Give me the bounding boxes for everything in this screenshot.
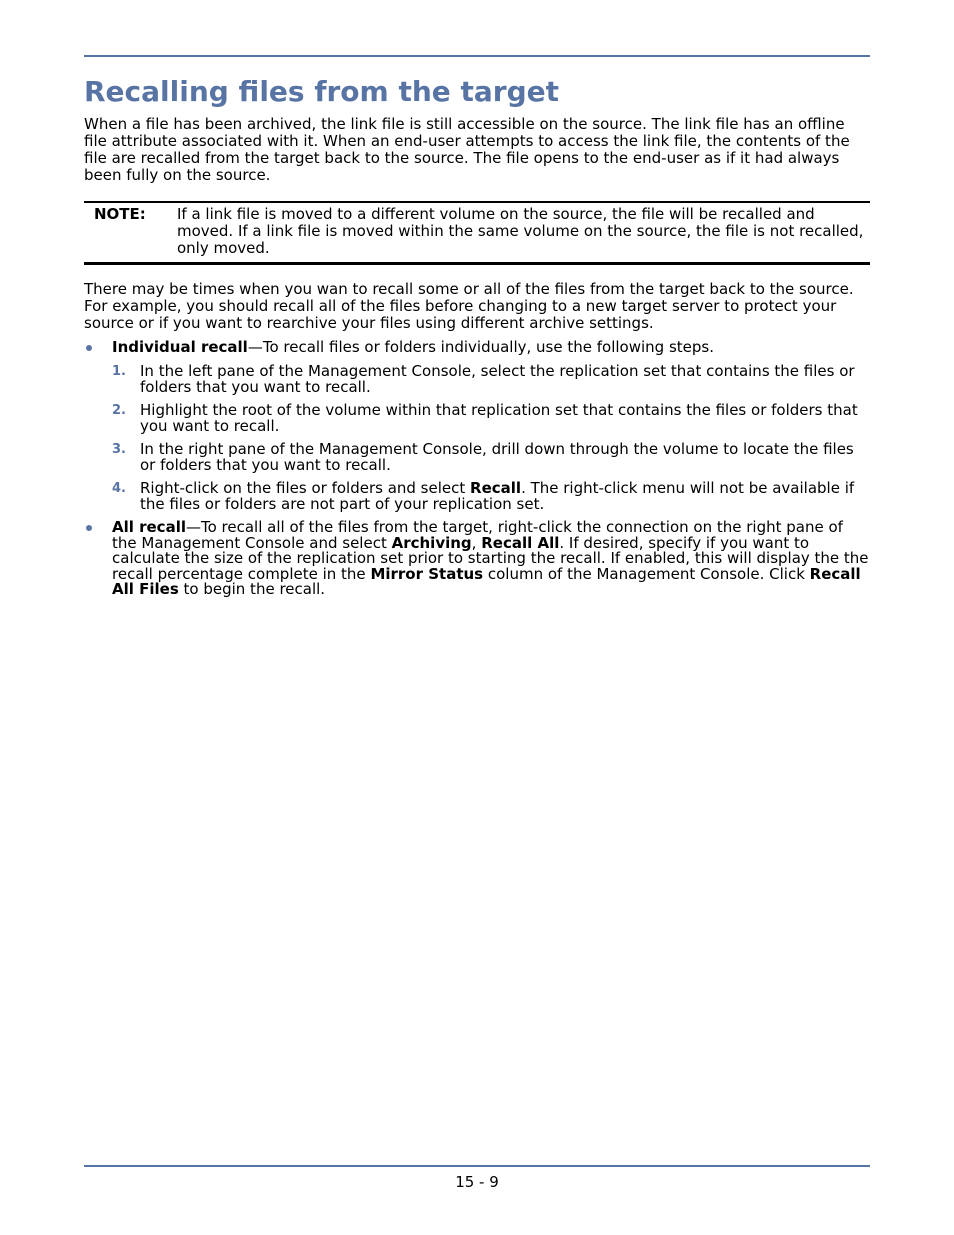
- body-paragraph: There may be times when you wan to recall some or all of the files from the target back to the source. For example, you should recall all of the files before changing to a new target server to protect your source or if you want to rearchive your files using different archive settings.: [84, 280, 854, 332]
- step-text: [140, 481, 870, 512]
- bullet-icon: [86, 525, 92, 531]
- step-text: In the left pane of the Management Console, select the replication set that contains the files or folders that you want to recall.: [140, 362, 855, 396]
- bullet-term: All recall: [112, 518, 186, 536]
- step-number: 1.: [112, 364, 126, 379]
- note-box: [84, 201, 870, 265]
- step-number: 3.: [112, 442, 126, 457]
- bullet-term: Individual recall: [112, 338, 248, 356]
- step-term: Recall: [470, 479, 522, 497]
- top-rule: [84, 55, 870, 57]
- step-number: 2.: [112, 403, 126, 418]
- bullet-description: ,: [471, 533, 482, 552]
- step-text-before: Right-click on the files or folders and select: [140, 479, 471, 497]
- intro-paragraph: When a file has been archived, the link file is still accessible on the source. The link file has an offline file attribute associated with it. When an end-user attempts to access the link file, the contents of the file are recalled from the target back to the source. The file opens to the end-user as if it had always been fully on the source.: [84, 115, 850, 184]
- bullet-description: —To recall all of the files from the target, right-click the connection on the right pane of the Management Console and select: [112, 518, 843, 552]
- bullet-description: . If desired, specify if you want to calculate the size of the replication set prior to starting the recall. If enabled, this will display the the recall percentage complete in the: [112, 533, 869, 583]
- page-title: Recalling files from the target: [84, 75, 560, 108]
- bullet-icon: [86, 345, 92, 351]
- page-number: 15 - 9: [455, 1173, 499, 1191]
- bullet-description: —To recall files or folders individually, use the following steps.: [247, 338, 714, 356]
- button-term-recall-all-files: Recall All Files: [112, 564, 861, 598]
- bullet-text: [112, 520, 870, 598]
- note-text: If a link file is moved to a different volume on the source, the file will be recalled and moved. If a link file is moved within the same volume on the source, the file is not recalled, only moved.: [177, 205, 864, 257]
- menu-term-archiving: Archiving: [391, 533, 472, 552]
- menu-term-recall-all: Recall All: [481, 533, 560, 552]
- note-label: NOTE:: [94, 205, 146, 223]
- step-text: Highlight the root of the volume within that replication set that contains the files or folders that you want to recall.: [140, 401, 858, 435]
- step-text: In the right pane of the Management Console, drill down through the volume to locate the files or folders that you want to recall.: [140, 440, 854, 474]
- step-text-after: . The right-click menu will not be available if the files or folders are not part of your replication set.: [140, 479, 855, 513]
- bullet-description: column of the Management Console. Click: [483, 564, 810, 583]
- bullet-text: [112, 340, 870, 356]
- column-term-mirror-status: Mirror Status: [370, 564, 484, 583]
- bottom-rule: [84, 1165, 870, 1167]
- step-number: 4.: [112, 481, 126, 496]
- bullet-description: to begin the recall.: [178, 580, 326, 598]
